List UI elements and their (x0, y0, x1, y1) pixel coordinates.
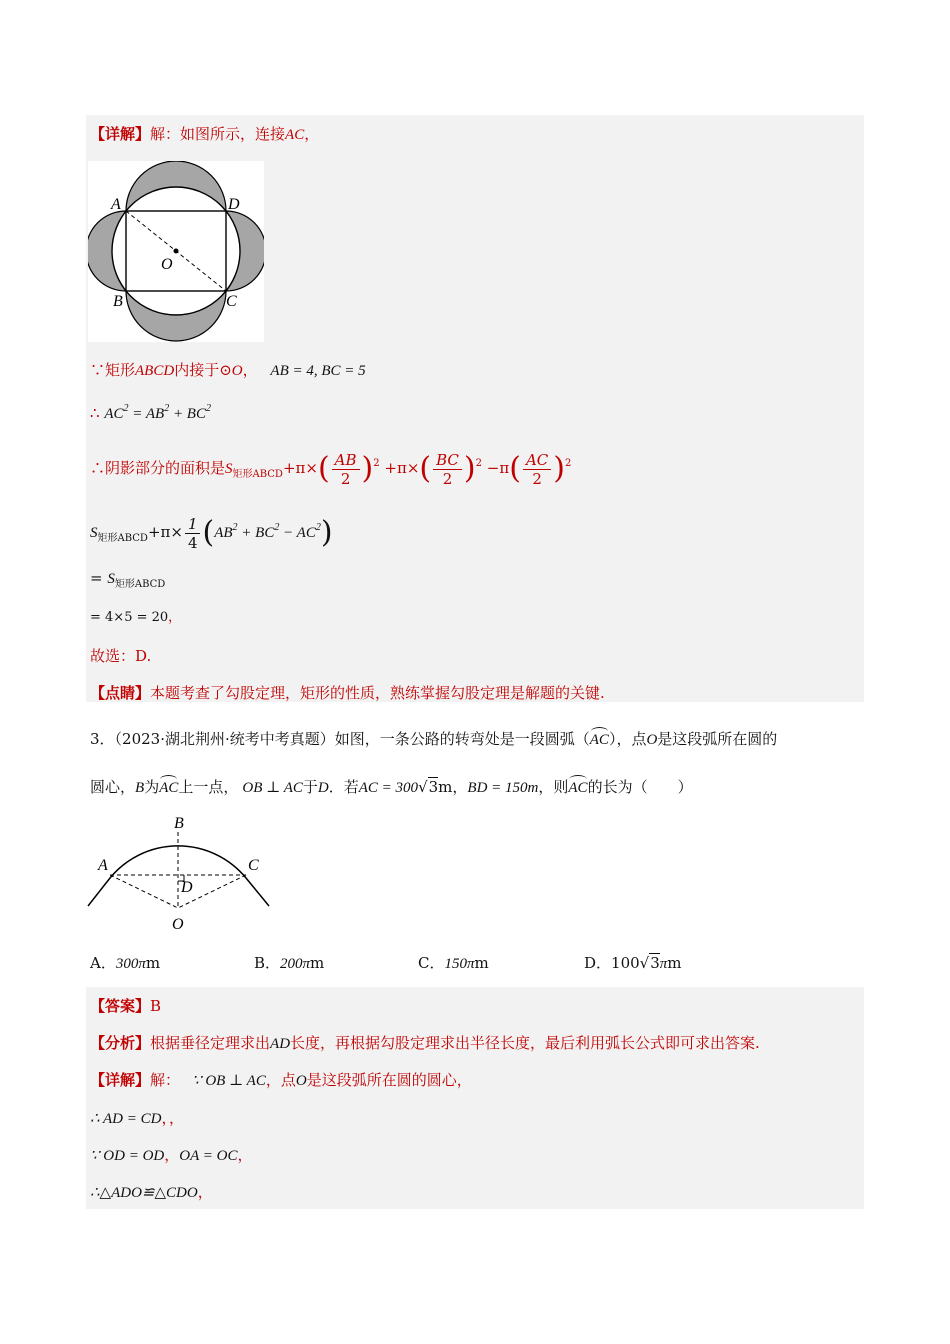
label-D: D (181, 879, 193, 896)
problem-line-2: 圆心，B为AC上一点， OB ⊥ AC于D．若AC = 300√3m，BD = 150m，则AC的长为（ ） (90, 778, 693, 796)
answer-line: 【答案】B (90, 997, 162, 1015)
line-result: = 4×5 = 20， (90, 610, 182, 625)
detail-line: 【详解】解：如图所示，连接AC， (90, 125, 320, 143)
label-O: O (172, 916, 184, 933)
line-simplify: $S_{矩形ABCD}+\pi\times$ $\frac{1}{4}$ $(AB^2 + BC^2 - AC^2)$ (90, 514, 333, 552)
figure-1-svg (88, 161, 264, 342)
line-rect-inscribed: ∵矩形ABCD内接于⊙O， AB = 4, BC = 5 (90, 361, 366, 379)
label-C: C (226, 293, 237, 310)
option-b[interactable]: B．200πm (254, 954, 325, 972)
comment-line: 【点睛】本题考查了勾股定理，矩形的性质，熟练掌握勾股定理是解题的关键. (90, 684, 605, 702)
label-B: B (113, 293, 123, 310)
line-ad-cd: ∴ AD = CD，， (90, 1109, 184, 1127)
figure-2-svg (86, 812, 272, 934)
option-a[interactable]: A．300πm (90, 954, 161, 972)
label-C: C (248, 857, 259, 874)
line-pythagoras: ∴ $AC^2 = AB^2 + BC^2$ (90, 403, 211, 422)
problem-line-1: 3．（2023·湖北荆州·统考中考真题）如图，一条公路的转弯处是一段圆弧（AC），点O是这段弧所在圆的 (90, 730, 778, 748)
analysis-line: 【分析】根据垂径定理求出AD长度，再根据勾股定理求出半径长度，最后利用弧长公式即可求出答案. (90, 1034, 760, 1052)
label-B: B (174, 815, 184, 832)
line-equals-area: = $S_{矩形ABCD}$ (90, 569, 166, 590)
option-d[interactable]: D．100√3πm (584, 954, 682, 972)
detail-line-2: 【详解】解： ∵ OB ⊥ AC，点O是这段弧所在圆的圆心， (90, 1071, 472, 1089)
option-c[interactable]: C．150πm (418, 954, 489, 972)
label-A: A (111, 196, 121, 213)
label-A: A (98, 857, 108, 874)
line-od-oa: ∵ OD = OD，OA = OC， (90, 1146, 253, 1164)
label-O: O (161, 256, 173, 273)
figure-road-arc (86, 812, 272, 934)
solution-block-2 (86, 987, 864, 1209)
figure-circle-square (88, 161, 264, 342)
line-congruent: ∴△ADO≌△CDO， (90, 1183, 213, 1201)
choice-line: 故选：D. (90, 647, 152, 665)
line-shaded-area: ∴阴影部分的面积是$S_{矩形ABCD}+\pi\times$( $\frac{AB}{2}$ )$^2$ +π×( $\frac{BC}{2}$ )$^2$ −π( $\frac{AC}{2}$ )$^2$ (90, 450, 572, 488)
label-D: D (228, 196, 240, 213)
